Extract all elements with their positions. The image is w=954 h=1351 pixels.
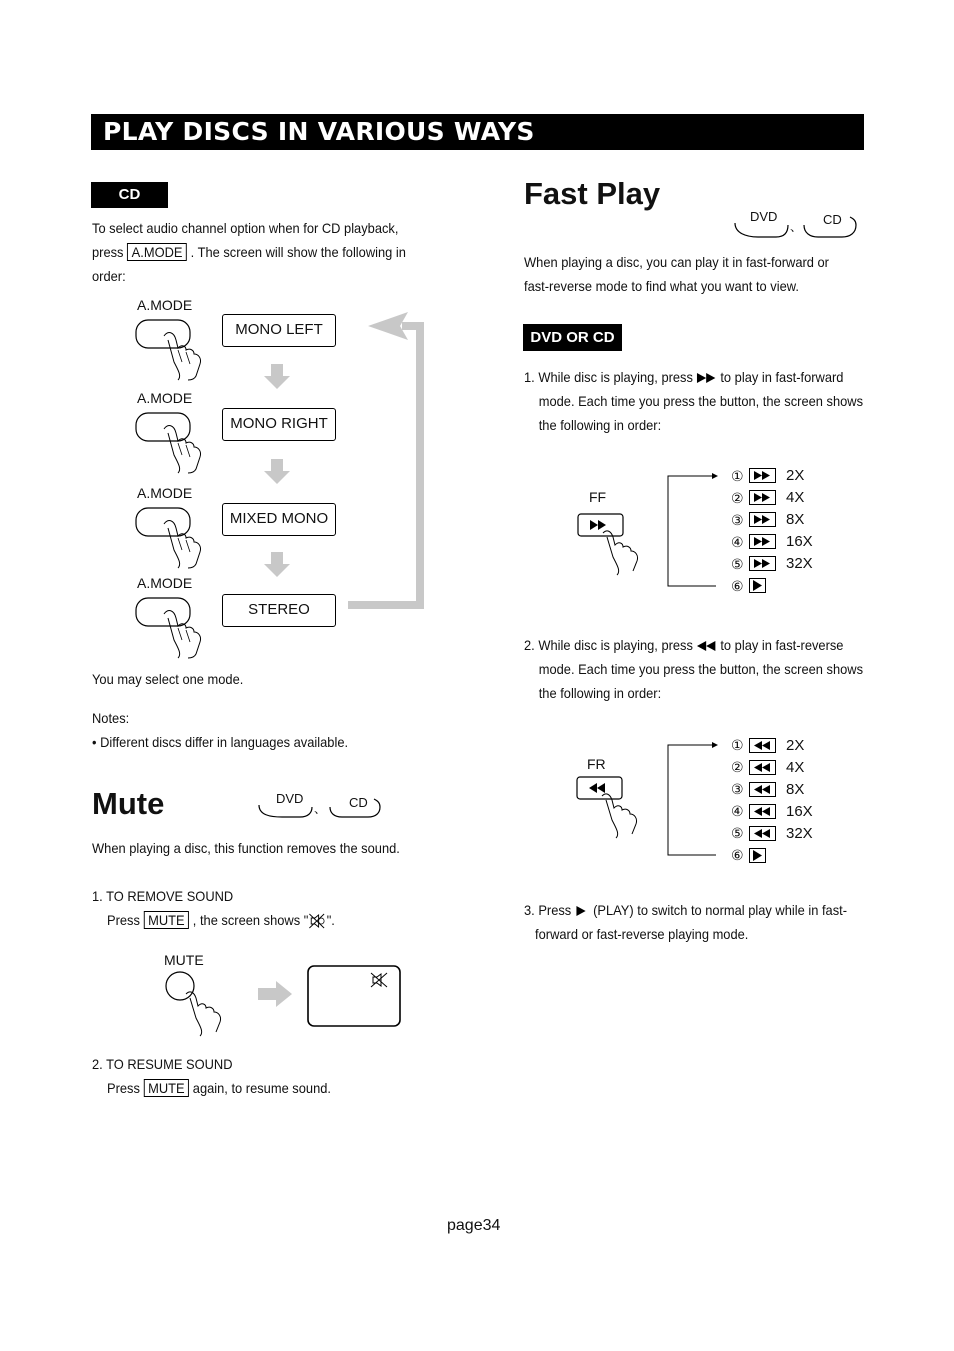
fr-speed-icon: [750, 827, 776, 841]
fast-reverse-icon: [697, 641, 717, 651]
fr-bracket-arrow-icon: [666, 743, 726, 857]
play-instructions: [524, 898, 847, 946]
fr-speed-icon: [750, 761, 776, 775]
mode-box-stereo: STEREO: [222, 594, 336, 627]
fr-num-5: ⑤: [731, 826, 744, 842]
mute-hand-press-icon: [164, 970, 236, 1038]
mute-step1-title: 1. TO REMOVE SOUND: [92, 888, 234, 904]
mute-inline-button: MUTE: [144, 911, 190, 929]
hand-press-icon: [134, 596, 214, 660]
ff-num-6: ⑥: [731, 579, 744, 595]
ff-num-2: ②: [731, 491, 744, 507]
note-text: Different discs differ in languages available.: [100, 734, 349, 750]
fastplay-heading: Fast Play: [524, 176, 661, 211]
fr-num-6: ⑥: [731, 848, 744, 864]
down-arrow-icon: [262, 552, 292, 578]
mute-speaker-icon: [308, 913, 326, 929]
ff-speed-4x: 4X: [786, 489, 805, 506]
notes-title: Notes:: [92, 710, 130, 726]
fast-disc-cd: CD: [823, 212, 842, 227]
fr-speed-list: [786, 735, 813, 845]
fr-button-label: FR: [587, 756, 606, 772]
fr-instructions: [524, 633, 863, 705]
play-icon: [575, 906, 590, 916]
ff-line-1a: 1. While disc is playing, press: [524, 369, 693, 385]
fast-intro: [524, 250, 829, 298]
ff-num-3: ③: [731, 513, 744, 529]
mute-inline-button-2: MUTE: [144, 1079, 190, 1097]
amode-label-3: A.MODE: [137, 485, 193, 501]
play-icon: [750, 849, 766, 863]
mute-step1-line: [107, 908, 335, 932]
amode-inline-button: A.MODE: [127, 243, 187, 261]
ff-speed-32x: 32X: [786, 555, 813, 572]
ff-speed-list: [786, 465, 813, 575]
fr-speed-icons: [749, 738, 779, 868]
fr-num-3: ③: [731, 782, 744, 798]
cd-intro-press: press: [92, 244, 124, 260]
fr-speed-4x: 4X: [786, 759, 805, 776]
fr-speed-icon: [750, 805, 776, 819]
mute-step2-title: 2. TO RESUME SOUND: [92, 1056, 233, 1072]
fr-line-2: mode. Each time you press the button, the screen shows: [538, 661, 864, 677]
ff-speed-16x: 16X: [786, 533, 813, 550]
ff-speed-2x: 2X: [786, 467, 805, 484]
ff-num-4: ④: [731, 535, 744, 551]
fr-num-4: ④: [731, 804, 744, 820]
mode-box-mono-left: MONO LEFT: [222, 314, 336, 347]
mute-step1-end: ".: [326, 912, 335, 928]
fast-intro-line-2: fast-reverse mode to find what you want to view.: [524, 278, 799, 294]
ff-button-label: FF: [589, 489, 607, 505]
ff-line-2: mode. Each time you press the button, the screen shows: [538, 393, 864, 409]
play-line-2: forward or fast-reverse playing mode.: [535, 926, 749, 942]
ff-num-1: ①: [731, 469, 744, 485]
ff-line-1b: to play in fast-forward: [720, 369, 844, 385]
mute-disc-dvd: DVD: [276, 791, 304, 806]
fr-line-3: the following in order:: [538, 685, 662, 701]
ff-speed-8x: 8X: [786, 511, 805, 528]
ff-line-1: [524, 365, 863, 389]
ff-line-3: the following in order:: [538, 417, 662, 433]
return-arrow-icon: [340, 310, 430, 620]
ff-speed-icon: [750, 513, 776, 527]
ff-num-5: ⑤: [731, 557, 744, 573]
ff-bracket-arrow-icon: [666, 474, 726, 588]
fr-speed-icon: [750, 783, 776, 797]
fr-speed-8x: 8X: [786, 781, 805, 798]
fast-disc-dvd: DVD: [750, 209, 778, 224]
cd-intro: [92, 216, 406, 288]
hand-press-icon: [134, 318, 214, 382]
play-line-1: [524, 898, 847, 922]
fr-hand-press-icon: [576, 776, 652, 842]
amode-label-1: A.MODE: [137, 297, 193, 313]
fr-line-1a: 2. While disc is playing, press: [524, 637, 693, 653]
play-line-1b: (PLAY) to switch to normal play while in fast-: [593, 902, 848, 918]
fr-line-1b: to play in fast-reverse: [720, 637, 844, 653]
mute-disc-sep: 、: [314, 802, 327, 816]
section-banner: PLAY DISCS IN VARIOUS WAYS: [91, 114, 864, 150]
fr-number-list: [731, 735, 744, 867]
down-arrow-icon: [262, 364, 292, 390]
ff-speed-icons: [749, 468, 779, 598]
ff-speed-icon: [750, 469, 776, 483]
note-bullet: •: [92, 734, 97, 750]
mute-heading: Mute: [92, 786, 165, 821]
cd-intro-rest: . The screen will show the following in: [190, 244, 406, 260]
fr-speed-16x: 16X: [786, 803, 813, 820]
ff-hand-press-icon: [577, 513, 653, 579]
dvd-or-cd-tag: DVD OR CD: [523, 324, 622, 351]
ff-instructions: [524, 365, 863, 437]
ff-speed-icon: [750, 491, 776, 505]
mute-desc: When playing a disc, this function removes the sound.: [92, 840, 400, 856]
mute-step2-press: Press: [107, 1080, 140, 1096]
hand-press-icon: [134, 506, 214, 570]
cd-intro-line-3: order:: [92, 268, 126, 284]
amode-label-2: A.MODE: [137, 390, 193, 406]
fr-speed-2x: 2X: [786, 737, 805, 754]
note-item: [92, 730, 348, 754]
mute-step1-shows: , the screen shows ": [192, 912, 309, 928]
down-arrow-icon: [262, 459, 292, 485]
hand-press-icon: [134, 411, 214, 475]
page-number: page34: [447, 1217, 501, 1234]
fast-forward-icon: [697, 373, 717, 383]
mode-box-mono-right: MONO RIGHT: [222, 408, 336, 441]
cd-tag: CD: [91, 182, 168, 208]
ff-number-list: [731, 466, 744, 598]
fr-num-2: ②: [731, 760, 744, 776]
fr-num-1: ①: [731, 738, 744, 754]
mute-button-label: MUTE: [164, 952, 204, 968]
mute-disc-cd: CD: [349, 795, 368, 810]
tv-screen-icon: [307, 965, 403, 1029]
fr-speed-icon: [750, 739, 776, 753]
fr-line-1: [524, 633, 863, 657]
mute-step1-press: Press: [107, 912, 140, 928]
cd-intro-line-1: To select audio channel option when for CD playback,: [92, 220, 399, 236]
ff-speed-icon: [750, 557, 776, 571]
ff-speed-icon: [750, 535, 776, 549]
fast-intro-line-1: When playing a disc, you can play it in fast-forward or: [524, 254, 829, 270]
fr-speed-32x: 32X: [786, 825, 813, 842]
play-line-1a: 3. Press: [524, 902, 572, 918]
right-arrow-icon: [258, 981, 294, 1007]
mode-box-mixed-mono: MIXED MONO: [222, 503, 336, 536]
mute-step2-rest: again, to resume sound.: [192, 1080, 331, 1096]
cd-intro-line-2: [92, 240, 406, 264]
fast-disc-sep: 、: [790, 220, 803, 234]
select-note: You may select one mode.: [92, 671, 244, 687]
mute-step2-line: [107, 1076, 331, 1100]
amode-label-4: A.MODE: [137, 575, 193, 591]
play-icon: [750, 579, 766, 593]
